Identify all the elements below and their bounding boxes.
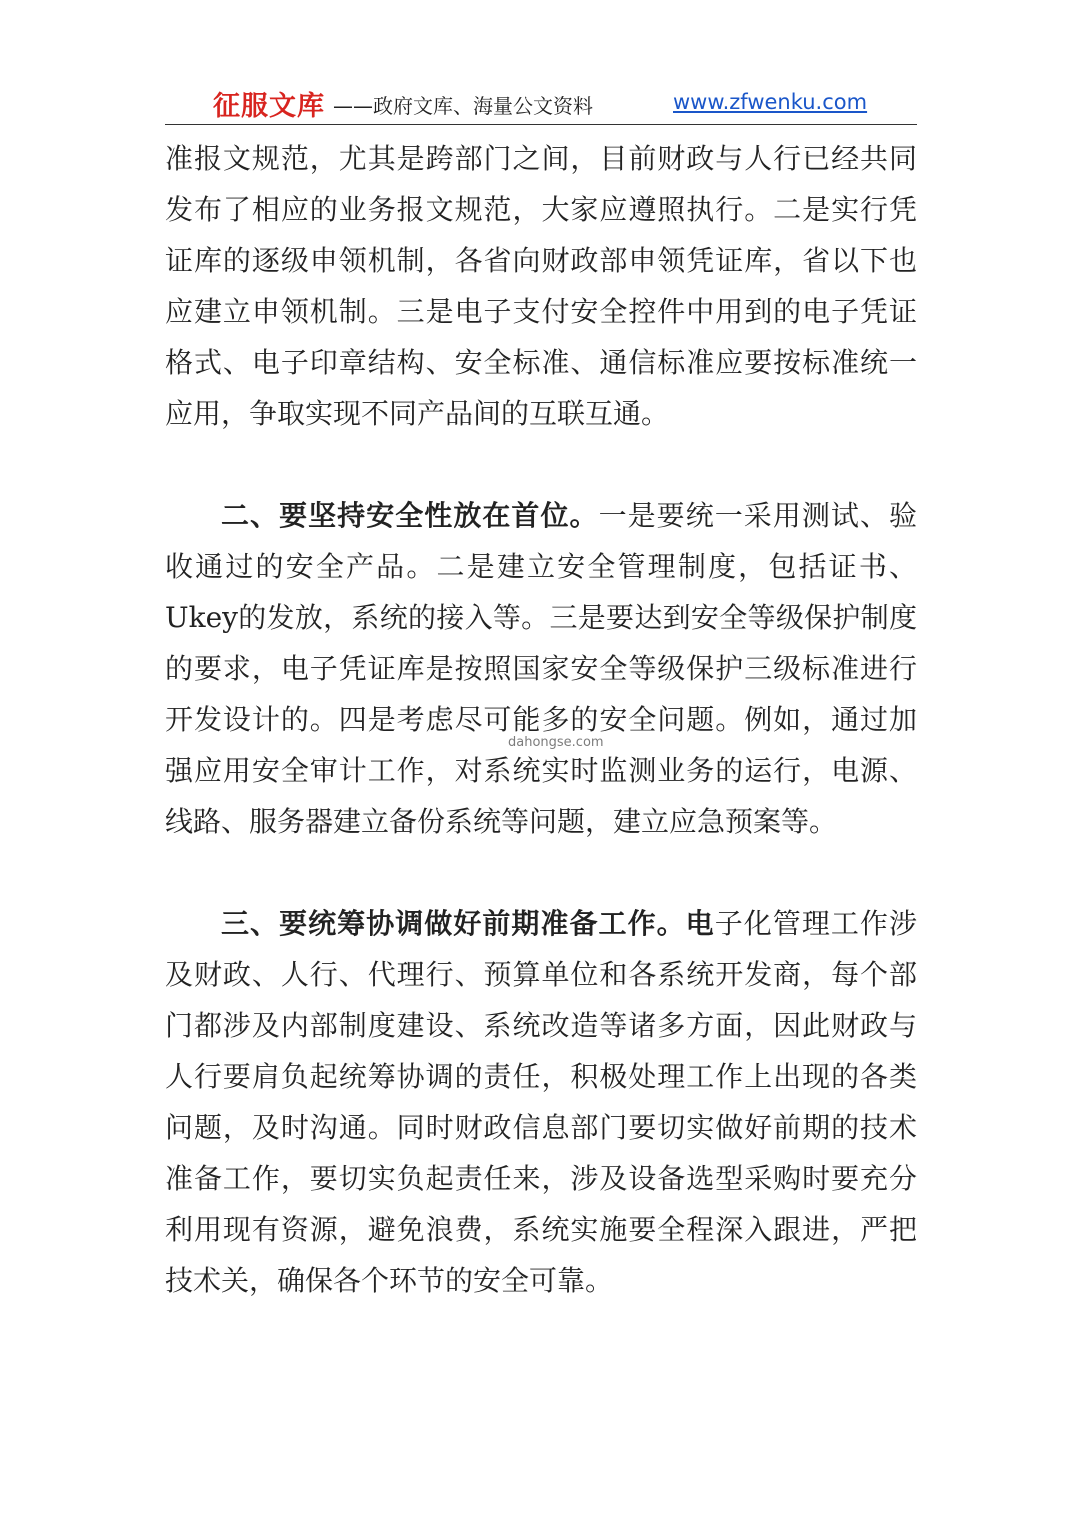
paragraph-1-text: 准报文规范，尤其是跨部门之间，目前财政与人行已经共同发布了相应的业务报文规范，大家应遵照执行。二是实行凭证库的逐级申领机制，各省向财政部申领凭证库，省以下也应建立申领机制。三是电子支付安全控件中用到的电子凭证格式、电子印章结构、安全标准、通信标准应要按标准统一应用，争取实现不同产品间的互联互通。 [165, 142, 917, 430]
document-body [165, 133, 917, 1306]
site-link[interactable]: www.zfwenku.com [673, 90, 868, 114]
paragraph-3-text: 子化管理工作涉及财政、人行、代理行、预算单位和各系统开发商，每个部门都涉及内部制度建设、系统改造等诸多方面，因此财政与人行要肩负起统筹协调的责任，积极处理工作上出现的各类问题，及时沟通。同时财政信息部门要切实做好前期的技术准备工作，要切实负起责任来，涉及设备选型采购时要充分利用现有资源，避免浪费，系统实施要全程深入跟进，严把技术关，确保各个环节的安全可靠。 [165, 907, 917, 1297]
page-header [165, 84, 917, 125]
paragraph-2-text: 一是要统一采用测试、验收通过的安全产品。二是建立安全管理制度，包括证书、Ukey的发放，系统的接入等。三是要达到安全等级保护制度的要求，电子凭证库是按照国家安全等级保护三级标准进行开发设计的。四是考虑尽可能多的安全问题。例如，通过加强应用安全审计工作，对系统实时监测业务的运行，电源、线路、服务器建立备份系统等问题，建立应急预案等。 [165, 499, 917, 838]
section-heading-2: 二、要坚持安全性放在首位。 [221, 499, 599, 532]
brand-logo: 征服文库 [213, 91, 325, 122]
section-heading-3: 三、要统筹协调做好前期准备工作。电 [221, 907, 715, 940]
paragraph-2 [165, 490, 917, 847]
header-tagline: ——政府文库、海量公文资料 [333, 94, 593, 118]
paragraph-1 [165, 133, 917, 439]
watermark: dahongse.com [508, 735, 604, 750]
paragraph-3 [165, 898, 917, 1306]
